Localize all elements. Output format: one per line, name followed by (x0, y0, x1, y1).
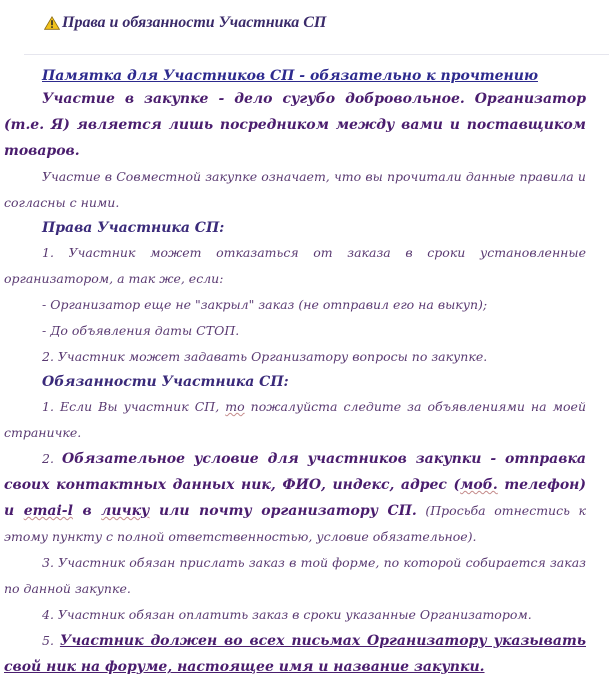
duties-item-2-email: emai-l (23, 503, 73, 519)
rights-item-1: 1. Участник может отказаться от заказа в сроки установленные организатором, а так же, если: (4, 245, 586, 286)
duties-item-2-note: (Просьба отнестись к этому пункту с полной ответственностью, условие обязательное). (4, 503, 586, 544)
warning-icon (44, 16, 60, 30)
duties-item-2-lichku: личку (101, 503, 150, 519)
duties-heading: Обязанности Участника СП: (42, 374, 289, 390)
duties-item-2-bold-d: или почту организатору СП. (149, 503, 417, 519)
duties-item-2-bold-a: Обязательное условие для участников закупки - отправка своих контактных данных ник, ФИО, индекс, адрес ( (4, 451, 586, 493)
rights-dash-1: - Организатор еще не "закрыл" заказ (не отправил его на выкуп); (42, 297, 488, 312)
rules-content (4, 66, 586, 680)
duties-item-5 (4, 628, 586, 680)
duties-item-5-number: 5. (42, 633, 60, 648)
duties-item-2-bold-b: телефон) и (4, 477, 586, 519)
duties-item-2-bold-c: в (72, 503, 102, 519)
title-text: Права и обязанности Участника СП (62, 14, 327, 31)
duties-item-2-mob: моб. (460, 477, 498, 493)
duties-item-3: 3. Участник обязан прислать заказ в той форме, по которой собирается заказ по данной закупке. (4, 555, 586, 596)
duties-item-1-to: то (225, 399, 245, 414)
duties-item-1-start: 1. Если Вы участник СП, (42, 399, 226, 414)
intro-paragraph: Участие в закупке - дело сугубо добровольное. Организатор (т.е. Я) является лишь посредником между вами и поставщиком товаров. (4, 91, 586, 159)
duties-item-1-end: пожалуйста следите за объявлениями на моей страничке. (4, 399, 586, 440)
divider (24, 54, 609, 55)
duties-item-4: 4. Участник обязан оплатить заказ в сроки указанные Организатором. (42, 607, 532, 622)
rights-dash-2: - До объявления даты СТОП. (42, 323, 240, 338)
agreement-paragraph: Участие в Совместной закупке означает, что вы прочитали данные правила и согласны с ними. (4, 169, 586, 210)
duties-item-2 (4, 446, 586, 550)
rights-item-2: 2. Участник может задавать Организатору вопросы по закупке. (42, 349, 488, 364)
duties-item-1 (4, 394, 586, 446)
page-title (44, 14, 326, 32)
duties-item-2-number: 2. (42, 451, 62, 466)
duties-item-5-text: Участник должен во всех письмах Организатору указывать свой ник на форуме, настоящее имя и название закупки. (4, 633, 586, 675)
rights-heading: Права Участника СП: (42, 220, 225, 236)
memo-heading: Памятка для Участников СП - обязательно к прочтению (42, 68, 538, 84)
